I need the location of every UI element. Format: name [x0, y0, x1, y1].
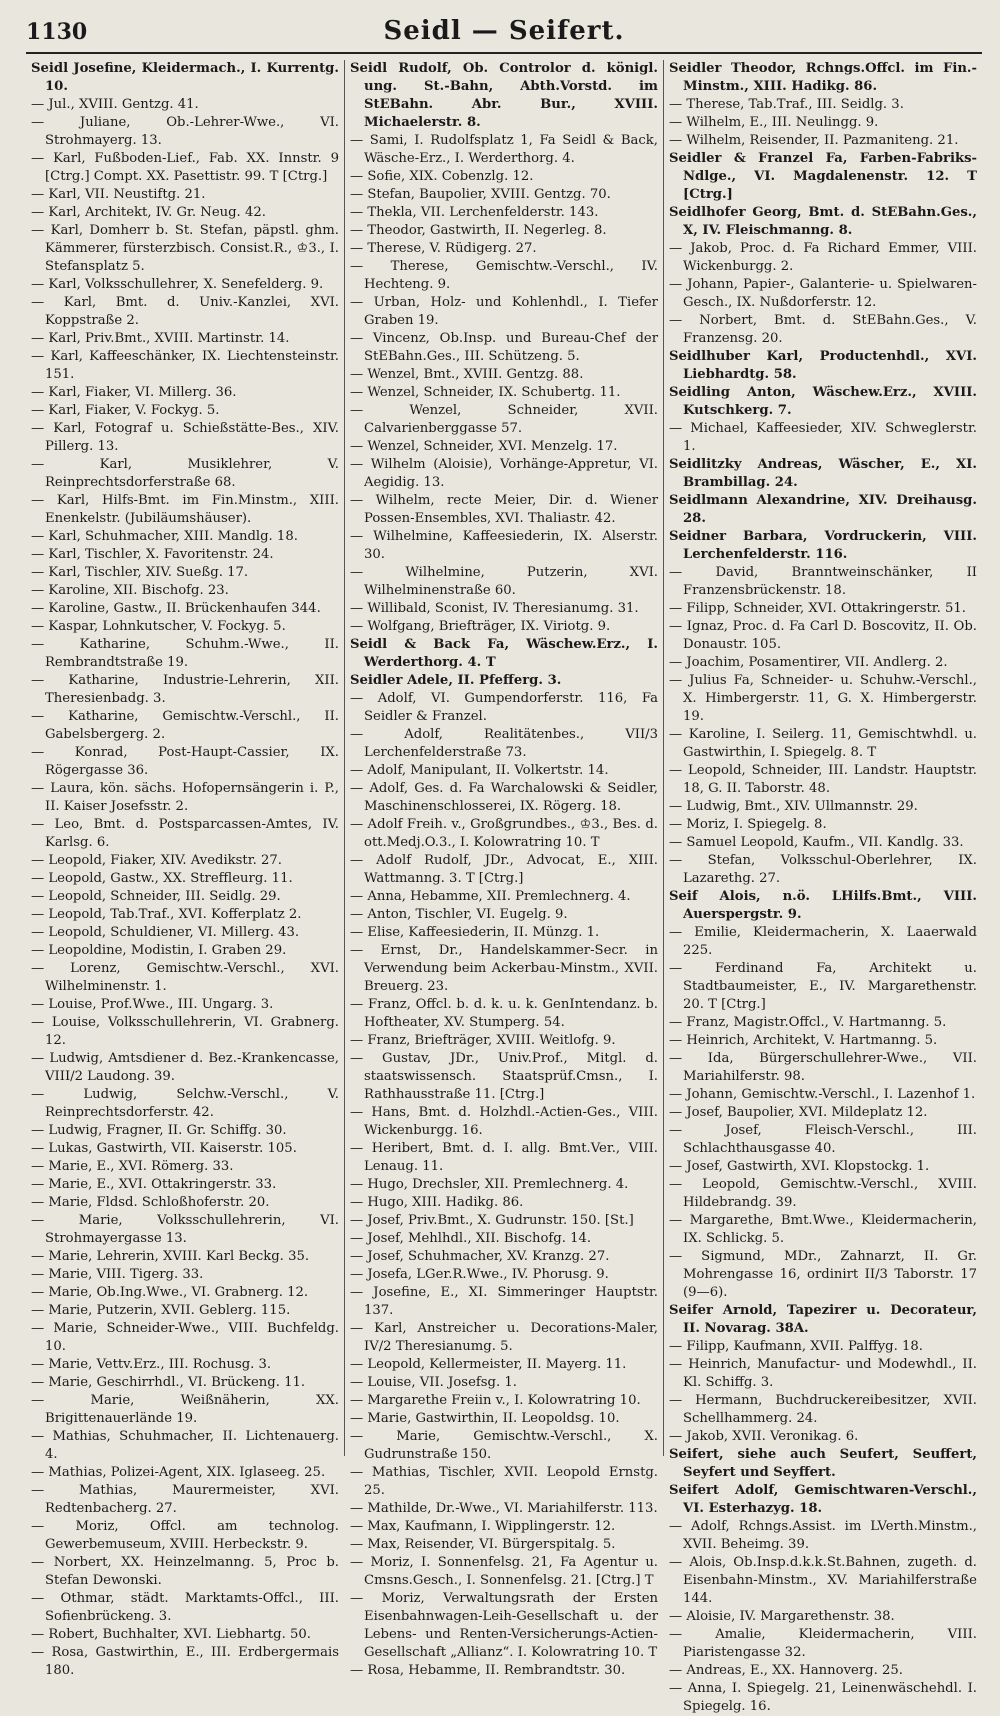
directory-heading-entry: Seidl Josefine, Kleidermach., I. Kurrentg. 10.	[31, 61, 339, 94]
directory-entry: — Louise, VII. Josefsg. 1.	[350, 1375, 517, 1390]
directory-entry: — Franz, Briefträger, XVIII. Weitlofg. 9.	[350, 1033, 616, 1048]
directory-entry: — Karl, Anstreicher u. Decorations-Maler, IV/2 Theresianumg. 5.	[350, 1321, 658, 1354]
directory-entry: — Mathias, Polizei-Agent, XIX. Iglaseeg. 25.	[31, 1465, 326, 1480]
directory-entry: — Franz, Magistr.Offcl., V. Hartmanng. 5.	[669, 1015, 947, 1030]
directory-entry: — Mathias, Maurermeister, XVI. Redtenbacherg. 27.	[31, 1483, 339, 1516]
directory-heading-entry: Seifer Arnold, Tapezirer u. Decorateur, II. Novarag. 38A.	[669, 1303, 977, 1336]
directory-entry: — Anton, Tischler, VI. Eugelg. 9.	[350, 907, 568, 922]
directory-entry: — Ernst, Dr., Handelskammer-Secr. in Verwendung beim Ackerbau-Minstm., XVII. Breuerg. 23.	[350, 943, 658, 994]
directory-heading-entry: Seidner Barbara, Vordruckerin, VIII. Lerchenfelderstr. 116.	[669, 529, 977, 562]
directory-entry: — Moriz, I. Spiegelg. 8.	[669, 817, 827, 832]
directory-entry: — Rosa, Hebamme, II. Rembrandtstr. 30.	[350, 1663, 626, 1678]
directory-entry: — Karl, Musiklehrer, V. Reinprechtsdorferstraße 68.	[31, 457, 339, 490]
directory-entry: — Jakob, XVII. Veronikag. 6.	[669, 1429, 859, 1444]
directory-entry: — Julius Fa, Schneider- u. Schuhw.-Verschl., X. Himbergerstr. 11, G. X. Himbergerstr. 19.	[669, 673, 977, 724]
directory-entry: — Moriz, Verwaltungsrath der Ersten Eisenbahnwagen-Leih-Gesellschaft u. der Lebens- und Renten-Versicherungs-Actien-Gesellschaft „Allianz“. I. Kolowratring 10. T	[350, 1591, 658, 1660]
directory-heading-entry: Seifert Adolf, Gemischtwaren-Verschl., VI. Esterhazyg. 18.	[669, 1483, 977, 1516]
directory-entry: — Stefan, Baupolier, XVIII. Gentzg. 70.	[350, 187, 611, 202]
directory-entry: — Johann, Papier-, Galanterie- u. Spielwaren-Gesch., IX. Nußdorferstr. 12.	[669, 277, 977, 310]
directory-entry: — Margarethe Freiin v., I. Kolowratring 10.	[350, 1393, 641, 1408]
directory-entry: — Katharine, Gemischtw.-Verschl., II. Gabelsbergerg. 2.	[31, 709, 339, 742]
directory-entry: — Wilhelmine, Putzerin, XVI. Wilhelminenstraße 60.	[350, 565, 658, 598]
directory-entry: — Marie, Weißnäherin, XX. Brigittenauerlände 19.	[31, 1393, 339, 1426]
directory-heading-entry: Seidlmann Alexandrine, XIV. Dreihausg. 28.	[669, 493, 977, 526]
directory-entry: — Marie, E., XVI. Ottakringerstr. 33.	[31, 1177, 277, 1192]
directory-entry: — Leopold, Gastw., XX. Streffleurg. 11.	[31, 871, 293, 886]
directory-entry: — Kaspar, Lohnkutscher, V. Fockyg. 5.	[31, 619, 286, 634]
directory-entry: — Leopold, Schneider, III. Seidlg. 29.	[31, 889, 281, 904]
directory-entry: — Max, Reisender, VI. Bürgerspitalg. 5.	[350, 1537, 616, 1552]
directory-entry: — Samuel Leopold, Kaufm., VII. Kandlg. 33.	[669, 835, 964, 850]
directory-entry: — Marie, Vettv.Erz., III. Rochusg. 3.	[31, 1357, 272, 1372]
columns	[26, 60, 982, 1714]
directory-entry: — Karoline, Gastw., II. Brückenhaufen 344.	[31, 601, 321, 616]
directory-entry: — Marie, Putzerin, XVII. Geblerg. 115.	[31, 1303, 291, 1318]
directory-entry: — Sigmund, MDr., Zahnarzt, II. Gr. Mohrengasse 16, ordinirt II/3 Taborstr. 17 (9—6).	[669, 1249, 977, 1300]
directory-entry: — Stefan, Volksschul-Oberlehrer, IX. Lazarethg. 27.	[669, 853, 977, 886]
directory-entry: — Hugo, XIII. Hadikg. 86.	[350, 1195, 524, 1210]
directory-entry: — Karl, Fußboden-Lief., Fab. XX. Innstr. 9 [Ctrg.] Compt. XX. Pasettistr. 99. T [Ctrg.]	[31, 151, 339, 184]
directory-entry: — Katharine, Industrie-Lehrerin, XII. Theresienbadg. 3.	[31, 673, 339, 706]
directory-entry: — Leo, Bmt. d. Postsparcassen-Amtes, IV. Karlsg. 6.	[31, 817, 339, 850]
directory-entry: — Johann, Gemischtw.-Verschl., I. Lazenhof 1.	[669, 1087, 976, 1102]
directory-entry: — Karl, Tischler, X. Favoritenstr. 24.	[31, 547, 274, 562]
directory-entry: — Adolf, Ges. d. Fa Warchalowski & Seidler, Maschinenschlosserei, IX. Rögerg. 18.	[350, 781, 658, 814]
directory-entry: — Joachim, Posamentirer, VII. Andlerg. 2.	[669, 655, 948, 670]
directory-entry: — Hugo, Drechsler, XII. Premlechnerg. 4.	[350, 1177, 629, 1192]
directory-entry: — Josef, Gastwirth, XVI. Klopstockg. 1.	[669, 1159, 930, 1174]
directory-entry: — Wilhelmine, Kaffeesiederin, IX. Alserstr. 30.	[350, 529, 658, 562]
column-2	[344, 60, 663, 1678]
directory-heading-entry: Seidler Adele, II. Pfefferg. 3.	[350, 673, 562, 688]
directory-entry: — Josef, Baupolier, XVI. Mildeplatz 12.	[669, 1105, 928, 1120]
directory-entry: — Josef, Schuhmacher, XV. Kranzg. 27.	[350, 1249, 610, 1264]
directory-entry: — Filipp, Schneider, XVI. Ottakringerstr. 51.	[669, 601, 966, 616]
directory-entry: — Ferdinand Fa, Architekt u. Stadtbaumeister, E., IV. Margarethenstr. 20. T [Ctrg.]	[669, 961, 977, 1012]
directory-entry: — Elise, Kaffeesiederin, II. Münzg. 1.	[350, 925, 600, 940]
directory-entry: — Jakob, Proc. d. Fa Richard Emmer, VIII. Wickenburgg. 2.	[669, 241, 977, 274]
directory-entry: — Vincenz, Ob.Insp. und Bureau-Chef der StEBahn.Ges., III. Schützeng. 5.	[350, 331, 658, 364]
directory-entry: — Therese, Gemischtw.-Verschl., IV. Hechteng. 9.	[350, 259, 658, 292]
directory-entry: — Adolf, Manipulant, II. Volkertstr. 14.	[350, 763, 609, 778]
directory-entry: — Louise, Volksschullehrerin, VI. Grabnerg. 12.	[31, 1015, 339, 1048]
directory-heading-entry: Seidl & Back Fa, Wäschew.Erz., I. Werderthorg. 4. T	[350, 637, 658, 670]
directory-entry: — Marie, Gastwirthin, II. Leopoldsg. 10.	[350, 1411, 620, 1426]
directory-entry: — Leopold, Gemischtw.-Verschl., XVIII. Hildebrandg. 39.	[669, 1177, 977, 1210]
directory-entry: — Leopold, Schneider, III. Landstr. Hauptstr. 18, G. II. Taborstr. 48.	[669, 763, 977, 796]
directory-entry: — Ludwig, Amtsdiener d. Bez.-Krankencasse, VIII/2 Laudong. 39.	[31, 1051, 339, 1084]
directory-entry: — Gustav, JDr., Univ.Prof., Mitgl. d. staatswissensch. Staatsprüf.Cmsn., I. Rathhausstraße 11. [Ctrg.]	[350, 1051, 658, 1102]
directory-entry: — Karl, Architekt, IV. Gr. Neug. 42.	[31, 205, 266, 220]
directory-entry: — Jul., XVIII. Gentzg. 41.	[31, 97, 199, 112]
directory-entry: — Max, Kaufmann, I. Wipplingerstr. 12.	[350, 1519, 616, 1534]
directory-entry: — Sami, I. Rudolfsplatz 1, Fa Seidl & Back, Wäsche-Erz., I. Werderthorg. 4.	[350, 133, 658, 166]
directory-entry: — Karl, Domherr b. St. Stefan, päpstl. ghm. Kämmerer, fürsterzbisch. Consist.R., ♔3., I. Stefansplatz 5.	[31, 223, 339, 274]
directory-entry: — Wilhelm, E., III. Neulingg. 9.	[669, 115, 879, 130]
directory-entry: — Adolf, Realitätenbes., VII/3 Lerchenfelderstraße 73.	[350, 727, 658, 760]
directory-entry: — Hermann, Buchdruckereibesitzer, XVII. Schellhammerg. 24.	[669, 1393, 977, 1426]
directory-entry: — Leopold, Kellermeister, II. Mayerg. 11.	[350, 1357, 627, 1372]
directory-heading-entry: Seidl Rudolf, Ob. Controlor d. königl. ung. St.-Bahn, Abth.Vorstd. im StEBahn. Abr. Bur., XVIII. Michaelerstr. 8.	[350, 61, 658, 130]
directory-entry: — Heinrich, Manufactur- und Modewhdl., II. Kl. Schiffg. 3.	[669, 1357, 977, 1390]
directory-entry: — Anna, I. Spiegelg. 21, Leinenwäschehdl. I. Spiegelg. 16.	[669, 1681, 977, 1714]
directory-entry: — Adolf, VI. Gumpendorferstr. 116, Fa Seidler & Franzel.	[350, 691, 658, 724]
directory-heading-entry: Seifert, siehe auch Seufert, Seuffert, Seyfert und Seyffert.	[669, 1447, 977, 1480]
directory-entry: — Urban, Holz- und Kohlenhdl., I. Tiefer Graben 19.	[350, 295, 658, 328]
directory-entry: — Karl, Volksschullehrer, X. Senefelderg. 9.	[31, 277, 324, 292]
directory-entry: — Moriz, Offcl. am technolog. Gewerbemuseum, XVIII. Herbeckstr. 9.	[31, 1519, 339, 1552]
directory-entry: — Marie, Ob.Ing.Wwe., VI. Grabnerg. 12.	[31, 1285, 309, 1300]
directory-entry: — Josef, Priv.Bmt., X. Gudrunstr. 150. [St.]	[350, 1213, 634, 1228]
directory-entry: — Adolf Rudolf, JDr., Advocat, E., XIII. Wattmanng. 3. T [Ctrg.]	[350, 853, 658, 886]
directory-entry: — Lukas, Gastwirth, VII. Kaiserstr. 105.	[31, 1141, 297, 1156]
directory-entry: — Andreas, E., XX. Hannoverg. 25.	[669, 1663, 903, 1678]
directory-entry: — David, Branntweinschänker, II Franzensbrückenstr. 18.	[669, 565, 977, 598]
directory-heading-entry: Seidlhofer Georg, Bmt. d. StEBahn.Ges., X, IV. Fleischmanng. 8.	[669, 205, 977, 238]
directory-entry: — Emilie, Kleidermacherin, X. Laaerwald 225.	[669, 925, 977, 958]
directory-entry: — Karl, Tischler, XIV. Sueßg. 17.	[31, 565, 249, 580]
directory-entry: — Karl, Hilfs-Bmt. im Fin.Minstm., XIII. Enenkelstr. (Jubiläumshäuser).	[31, 493, 339, 526]
directory-entry: — Leopold, Schuldiener, VI. Millerg. 43.	[31, 925, 300, 940]
page-number: 1130	[26, 19, 88, 45]
directory-entry: — Marie, Fldsd. Schloßhoferstr. 20.	[31, 1195, 270, 1210]
directory-entry: — Marie, E., XVI. Römerg. 33.	[31, 1159, 234, 1174]
directory-entry: — Josefine, E., XI. Simmeringer Hauptstr. 137.	[350, 1285, 658, 1318]
directory-entry: — Josef, Fleisch-Verschl., III. Schlachthausgasse 40.	[669, 1123, 977, 1156]
directory-heading-entry: Seidlhuber Karl, Productenhdl., XVI. Liebhardtg. 58.	[669, 349, 977, 382]
directory-entry: — Mathias, Schuhmacher, II. Lichtenauerg. 4.	[31, 1429, 339, 1462]
directory-entry: — Norbert, XX. Heinzelmanng. 5, Proc b. Stefan Dewonski.	[31, 1555, 339, 1588]
directory-entry: — Marie, Schneider-Wwe., VIII. Buchfeldg. 10.	[31, 1321, 339, 1354]
directory-entry: — Ludwig, Selchw.-Verschl., V. Reinprechtsdorferstr. 42.	[31, 1087, 339, 1120]
directory-entry: — Ludwig, Bmt., XIV. Ullmannstr. 29.	[669, 799, 918, 814]
directory-entry: — Wenzel, Bmt., XVIII. Gentzg. 88.	[350, 367, 584, 382]
directory-entry: — Karl, Bmt. d. Univ.-Kanzlei, XVI. Koppstraße 2.	[31, 295, 339, 328]
directory-entry: — Willibald, Sconist, IV. Theresianumg. 31.	[350, 601, 639, 616]
directory-entry: — Wenzel, Schneider, XVII. Calvarienberggasse 57.	[350, 403, 658, 436]
directory-heading-entry: Seidling Anton, Wäschew.Erz., XVIII. Kutschkerg. 7.	[669, 385, 977, 418]
directory-entry: — Karl, VII. Neustiftg. 21.	[31, 187, 206, 202]
directory-entry: — Heinrich, Architekt, V. Hartmanng. 5.	[669, 1033, 938, 1048]
directory-entry: — Theodor, Gastwirth, II. Negerleg. 8.	[350, 223, 607, 238]
directory-entry: — Othmar, städt. Marktamts-Offcl., III. Sofienbrückeng. 3.	[31, 1591, 339, 1624]
directory-heading-entry: Seidler Theodor, Rchngs.Offcl. im Fin.-Minstm., XIII. Hadikg. 86.	[669, 61, 977, 94]
directory-entry: — Wilhelm, recte Meier, Dir. d. Wiener Possen-Ensembles, XVI. Thaliastr. 42.	[350, 493, 658, 526]
directory-entry: — Alois, Ob.Insp.d.k.k.St.Bahnen, zugeth. d. Eisenbahn-Minstm., XV. Mariahilferstraße 144.	[669, 1555, 977, 1606]
directory-entry: — Wolfgang, Briefträger, IX. Viriotg. 9.	[350, 619, 611, 634]
directory-entry: — Louise, Prof.Wwe., III. Ungarg. 3.	[31, 997, 274, 1012]
directory-entry: — Karoline, XII. Bischofg. 23.	[31, 583, 229, 598]
directory-entry: — Robert, Buchhalter, XVI. Liebhartg. 50.	[31, 1627, 311, 1642]
directory-entry: — Marie, Gemischtw.-Verschl., X. Gudrunstraße 150.	[350, 1429, 658, 1462]
directory-entry: — Ida, Bürgerschullehrer-Wwe., VII. Mariahilferstr. 98.	[669, 1051, 977, 1084]
directory-entry: — Michael, Kaffeesieder, XIV. Schweglerstr. 1.	[669, 421, 977, 454]
directory-entry: — Heribert, Bmt. d. I. allg. Bmt.Ver., VIII. Lenaug. 11.	[350, 1141, 658, 1174]
directory-entry: — Adolf, Rchngs.Assist. im LVerth.Minstm., XVII. Beheimg. 39.	[669, 1519, 977, 1552]
directory-entry: — Karl, Fiaker, V. Fockyg. 5.	[31, 403, 220, 418]
directory-entry: — Marie, Geschirrhdl., VI. Brückeng. 11.	[31, 1375, 306, 1390]
running-head: Seidl — Seifert.	[383, 16, 625, 46]
directory-entry: — Franz, Offcl. b. d. k. u. k. GenIntendanz. b. Hoftheater, XV. Stumperg. 54.	[350, 997, 658, 1030]
directory-entry: — Moriz, I. Sonnenfelsg. 21, Fa Agentur u. Cmsns.Gesch., I. Sonnenfelsg. 21. [Ctrg.] T	[350, 1555, 658, 1588]
directory-entry: — Leopold, Fiaker, XIV. Avedikstr. 27.	[31, 853, 282, 868]
directory-entry: — Marie, Volksschullehrerin, VI. Strohmayergasse 13.	[31, 1213, 339, 1246]
directory-entry: — Mathilde, Dr.-Wwe., VI. Mariahilferstr. 113.	[350, 1501, 658, 1516]
directory-entry: — Juliane, Ob.-Lehrer-Wwe., VI. Strohmayerg. 13.	[31, 115, 339, 148]
directory-entry: — Lorenz, Gemischtw.-Verschl., XVI. Wilhelminenstr. 1.	[31, 961, 339, 994]
directory-entry: — Mathias, Tischler, XVII. Leopold Ernstg. 25.	[350, 1465, 658, 1498]
directory-entry: — Margarethe, Bmt.Wwe., Kleidermacherin, IX. Schlickg. 5.	[669, 1213, 977, 1246]
directory-entry: — Karl, Priv.Bmt., XVIII. Martinstr. 14.	[31, 331, 290, 346]
directory-entry: — Laura, kön. sächs. Hofopernsängerin i. P., II. Kaiser Josefsstr. 2.	[31, 781, 339, 814]
directory-entry: — Wilhelm (Aloisie), Vorhänge-Appretur, VI. Aegidig. 13.	[350, 457, 658, 490]
column-1	[26, 60, 344, 1678]
directory-entry: — Filipp, Kaufmann, XVII. Palffyg. 18.	[669, 1339, 923, 1354]
directory-heading-entry: Seif Alois, n.ö. LHilfs.Bmt., VIII. Auerspergstr. 9.	[669, 889, 977, 922]
directory-entry: — Marie, Lehrerin, XVIII. Karl Beckg. 35.	[31, 1249, 310, 1264]
directory-entry: — Amalie, Kleidermacherin, VIII. Piaristengasse 32.	[669, 1627, 977, 1660]
directory-entry: — Thekla, VII. Lerchenfelderstr. 143.	[350, 205, 599, 220]
directory-entry: — Ludwig, Fragner, II. Gr. Schiffg. 30.	[31, 1123, 287, 1138]
directory-entry: — Norbert, Bmt. d. StEBahn.Ges., V. Franzensg. 20.	[669, 313, 977, 346]
directory-entry: — Hans, Bmt. d. Holzhdl.-Actien-Ges., VIII. Wickenburgg. 16.	[350, 1105, 658, 1138]
directory-entry: — Rosa, Gastwirthin, E., III. Erdbergermais 180.	[31, 1645, 339, 1678]
directory-entry: — Wilhelm, Reisender, II. Pazmaniteng. 21.	[669, 133, 959, 148]
directory-entry: — Wenzel, Schneider, XVI. Menzelg. 17.	[350, 439, 618, 454]
directory-entry: — Josef, Mehlhdl., XII. Bischofg. 14.	[350, 1231, 592, 1246]
directory-entry: — Karl, Fiaker, VI. Millerg. 36.	[31, 385, 237, 400]
directory-heading-entry: Seidlitzky Andreas, Wäscher, E., XI. Brambillag. 24.	[669, 457, 977, 490]
directory-entry: — Karl, Schuhmacher, XIII. Mandlg. 18.	[31, 529, 298, 544]
directory-entry: — Karl, Fotograf u. Schießstätte-Bes., XIV. Pillerg. 13.	[31, 421, 339, 454]
directory-entry: — Konrad, Post-Haupt-Cassier, IX. Rögergasse 36.	[31, 745, 339, 778]
page-header	[26, 16, 982, 54]
directory-entry: — Sofie, XIX. Cobenzlg. 12.	[350, 169, 534, 184]
directory-entry: — Leopold, Tab.Traf., XVI. Kofferplatz 2.	[31, 907, 302, 922]
directory-entry: — Anna, Hebamme, XII. Premlechnerg. 4.	[350, 889, 631, 904]
directory-entry: — Ignaz, Proc. d. Fa Carl D. Boscovitz, II. Ob. Donaustr. 105.	[669, 619, 977, 652]
directory-heading-entry: Seidler & Franzel Fa, Farben-Fabriks-Ndlge., VI. Magdalenenstr. 12. T [Ctrg.]	[669, 151, 977, 202]
directory-entry: — Katharine, Schuhm.-Wwe., II. Rembrandtstraße 19.	[31, 637, 339, 670]
directory-entry: — Aloisie, IV. Margarethenstr. 38.	[669, 1609, 895, 1624]
directory-entry: — Karl, Kaffeeschänker, IX. Liechtensteinstr. 151.	[31, 349, 339, 382]
directory-entry: — Therese, Tab.Traf., III. Seidlg. 3.	[669, 97, 904, 112]
directory-entry: — Leopoldine, Modistin, I. Graben 29.	[31, 943, 287, 958]
directory-entry: — Josefa, LGer.R.Wwe., IV. Phorusg. 9.	[350, 1267, 609, 1282]
directory-entry: — Wenzel, Schneider, IX. Schubertg. 11.	[350, 385, 621, 400]
column-3	[663, 60, 982, 1714]
directory-entry: — Adolf Freih. v., Großgrundbes., ♔3., Bes. d. ott.Medj.O.3., I. Kolowratring 10. T	[350, 817, 658, 850]
directory-entry: — Karoline, I. Seilerg. 11, Gemischtwhdl. u. Gastwirthin, I. Spiegelg. 8. T	[669, 727, 977, 760]
directory-entry: — Therese, V. Rüdigerg. 27.	[350, 241, 537, 256]
directory-entry: — Marie, VIII. Tigerg. 33.	[31, 1267, 204, 1282]
